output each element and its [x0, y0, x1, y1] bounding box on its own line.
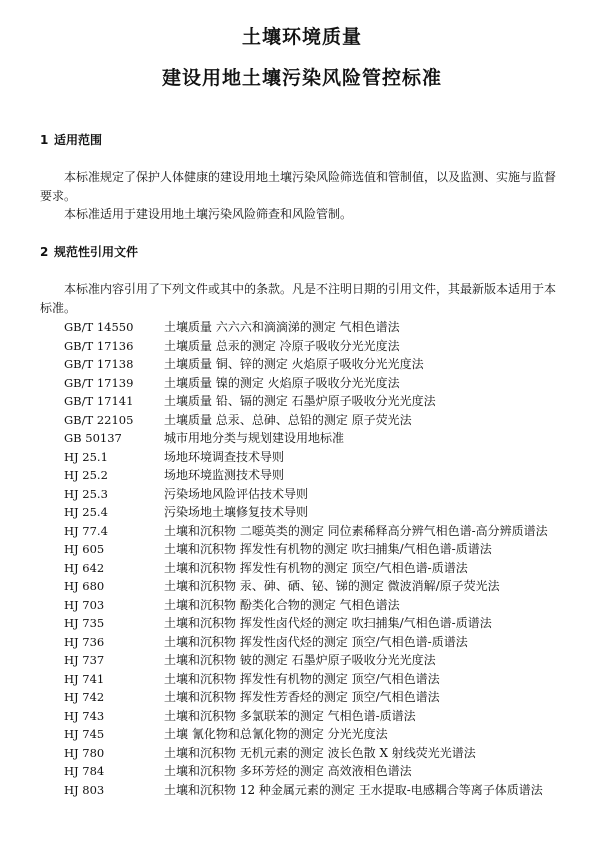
reference-code: HJ 77.4 [64, 523, 108, 538]
reference-title: 土壤质量 总汞的测定 冷原子吸收分光光度法 [164, 338, 400, 353]
reference-title: 土壤和沉积物 挥发性有机物的测定 顶空/气相色谱法 [164, 671, 440, 686]
reference-item [64, 411, 564, 430]
reference-title: 土壤质量 镍的测定 火焰原子吸收分光光度法 [164, 375, 400, 390]
reference-code: HJ 703 [64, 597, 105, 612]
section-heading-references [40, 243, 138, 260]
reference-code: GB/T 14550 [64, 320, 134, 334]
reference-item [64, 744, 564, 763]
reference-code: GB/T 17138 [64, 357, 134, 371]
reference-code: HJ 680 [64, 579, 105, 593]
reference-item [64, 355, 564, 374]
reference-code: HJ 780 [64, 745, 105, 760]
reference-title: 土壤和沉积物 挥发性有机物的测定 顶空/气相色谱-质谱法 [164, 560, 468, 575]
reference-item [64, 614, 564, 633]
reference-item [64, 503, 564, 522]
section-heading-text: 规范性引用文件 [54, 245, 139, 259]
reference-code: HJ 605 [64, 542, 105, 556]
reference-item [64, 374, 564, 393]
reference-title: 污染场地土壤修复技术导则 [164, 505, 309, 519]
reference-item [64, 707, 564, 726]
reference-item [64, 429, 564, 448]
reference-title: 土壤和沉积物 汞、砷、硒、铋、锑的测定 微波消解/原子荧光法 [164, 579, 500, 593]
reference-code: GB/T 22105 [64, 412, 134, 427]
reference-item [64, 485, 564, 504]
references-intro-paragraph: 本标准内容引用了下列文件或其中的条款。凡是不注明日期的引用文件，其最新版本适用于本标准。 [40, 282, 557, 315]
reference-title: 土壤和沉积物 挥发性卤代烃的测定 吹扫捕集/气相色谱-质谱法 [164, 616, 492, 630]
reference-item [64, 318, 564, 337]
scope-paragraph-1: 本标准规定了保护人体健康的建设用地土壤污染风险筛选值和管制值，以及监测、实施与监督要求。 [40, 170, 557, 203]
reference-title: 污染场地风险评估技术导则 [164, 486, 309, 501]
reference-item [64, 762, 564, 781]
reference-title: 土壤质量 六六六和滴滴涕的测定 气相色谱法 [164, 320, 400, 334]
reference-title: 场地环境监测技术导则 [164, 468, 285, 482]
reference-code: HJ 741 [64, 671, 105, 686]
reference-code: HJ 743 [64, 708, 105, 723]
reference-title: 土壤质量 铅、镉的测定 石墨炉原子吸收分光光度法 [164, 394, 436, 408]
reference-item [64, 559, 564, 578]
reference-item [64, 540, 564, 559]
reference-title: 土壤和沉积物 多氯联苯的测定 气相色谱-质谱法 [164, 708, 416, 723]
reference-title: 土壤和沉积物 无机元素的测定 波长色散 X 射线荧光光谱法 [164, 745, 476, 760]
reference-code: HJ 737 [64, 653, 105, 667]
reference-title: 土壤和沉积物 酚类化合物的测定 气相色谱法 [164, 597, 400, 612]
reference-code: HJ 25.2 [64, 468, 108, 482]
reference-code: HJ 745 [64, 727, 105, 741]
reference-item [64, 337, 564, 356]
reference-title: 土壤 氰化物和总氰化物的测定 分光光度法 [164, 727, 388, 741]
reference-code: HJ 784 [64, 764, 105, 778]
reference-item [64, 577, 564, 596]
reference-item [64, 781, 564, 800]
reference-item [64, 392, 564, 411]
reference-item [64, 466, 564, 485]
reference-title: 土壤和沉积物 挥发性卤代烃的测定 顶空/气相色谱-质谱法 [164, 634, 468, 649]
reference-title: 城市用地分类与规划建设用地标准 [164, 431, 345, 445]
section-number: 2 [40, 245, 49, 259]
reference-title: 土壤和沉积物 挥发性有机物的测定 吹扫捕集/气相色谱-质谱法 [164, 542, 492, 556]
reference-item [64, 670, 564, 689]
section-heading-text: 适用范围 [54, 133, 103, 147]
reference-title: 土壤质量 铜、锌的测定 火焰原子吸收分光光度法 [164, 357, 424, 371]
reference-item [64, 522, 564, 541]
reference-code: HJ 742 [64, 690, 105, 704]
reference-title: 土壤质量 总汞、总砷、总铅的测定 原子荧光法 [164, 412, 412, 427]
reference-code: GB/T 17141 [64, 394, 134, 408]
reference-item [64, 633, 564, 652]
reference-code: GB 50137 [64, 431, 122, 445]
reference-code: HJ 25.3 [64, 486, 108, 501]
document-title: 土壤环境质量 [241, 26, 362, 48]
reference-code: HJ 642 [64, 560, 105, 575]
reference-item [64, 651, 564, 670]
reference-code: HJ 735 [64, 616, 105, 630]
reference-item [64, 596, 564, 615]
reference-item [64, 725, 564, 744]
reference-item [64, 448, 564, 467]
reference-code: GB/T 17139 [64, 375, 134, 390]
reference-title: 土壤和沉积物 挥发性芳香烃的测定 顶空/气相色谱法 [164, 690, 440, 704]
reference-code: GB/T 17136 [64, 338, 134, 353]
section-number: 1 [40, 133, 49, 147]
reference-list [64, 318, 564, 799]
reference-code: HJ 736 [64, 634, 105, 649]
reference-item [64, 688, 564, 707]
reference-title: 土壤和沉积物 多环芳烃的测定 高效液相色谱法 [164, 764, 412, 778]
reference-code: HJ 25.4 [64, 505, 108, 519]
reference-title: 场地环境调查技术导则 [164, 449, 285, 464]
reference-code: HJ 803 [64, 782, 105, 797]
section-heading-scope [40, 131, 102, 148]
scope-paragraph-2: 本标准适用于建设用地土壤污染风险筛查和风险管制。 [64, 207, 353, 221]
reference-title: 土壤和沉积物 铍的测定 石墨炉原子吸收分光光度法 [164, 653, 436, 667]
reference-title: 土壤和沉积物 二噁英类的测定 同位素稀释高分辨气相色谱-高分辨质谱法 [164, 523, 548, 538]
reference-title: 土壤和沉积物 12 种金属元素的测定 王水提取-电感耦合等离子体质谱法 [164, 782, 543, 797]
reference-code: HJ 25.1 [64, 449, 108, 464]
document-subtitle: 建设用地土壤污染风险管控标准 [161, 67, 442, 89]
